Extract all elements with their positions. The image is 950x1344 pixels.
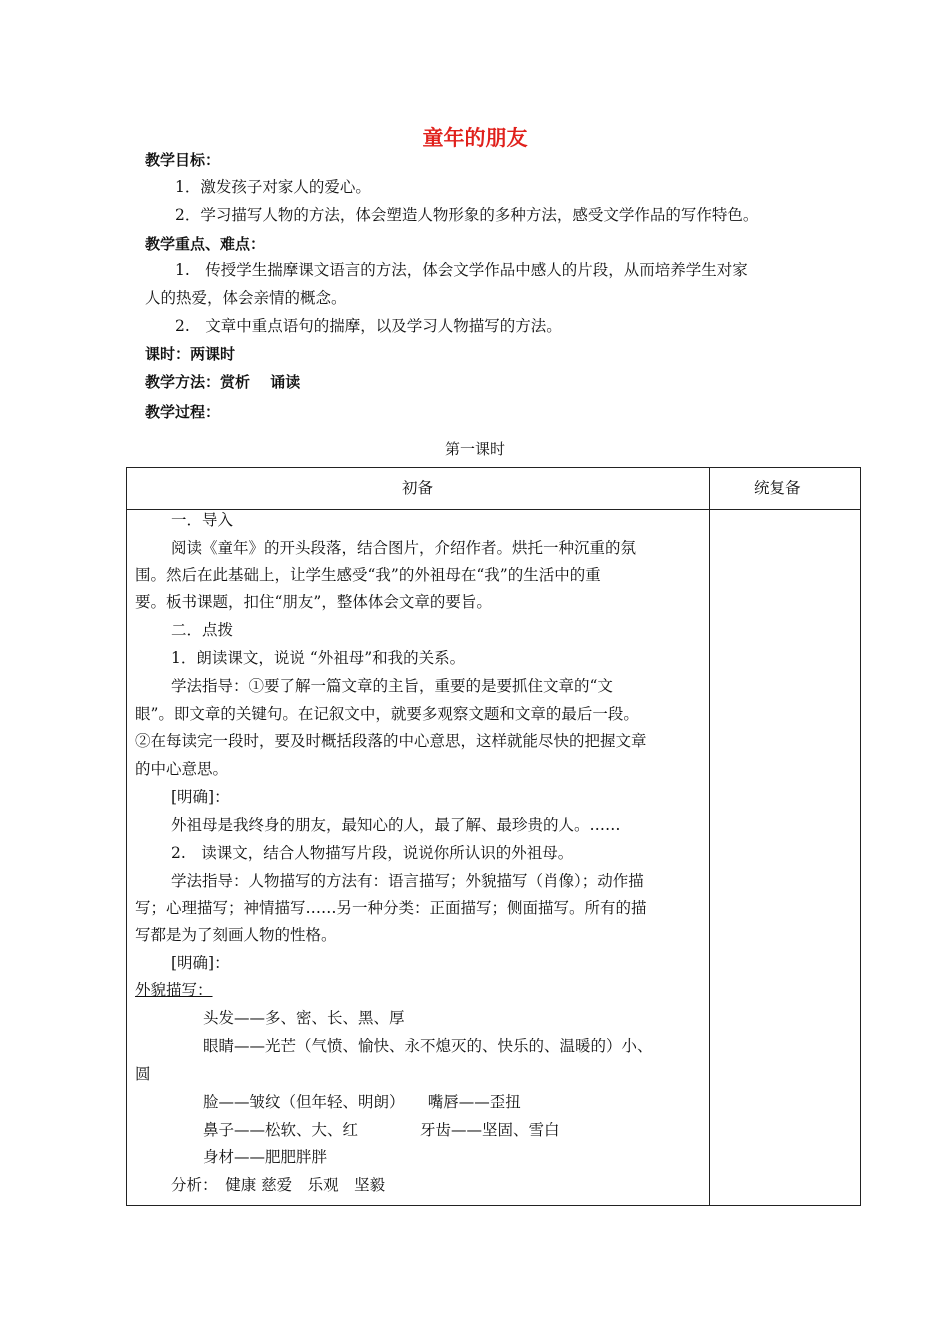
cell-line: 2. 读课文，结合人物描写片段，说说你所认识的外祖母。: [171, 844, 574, 862]
cell-line: 围。然后在此基础上，让学生感受“我”的外祖母在“我”的生活中的重: [135, 566, 601, 584]
cell-line: 一．导入: [171, 511, 234, 529]
cell-line: 学法指导：①要了解一篇文章的主旨，重要的是要抓住文章的“文: [171, 677, 613, 695]
column-divider: [709, 468, 710, 1205]
col-header-initial: 初备: [402, 479, 434, 497]
cell-line: 1．朗读课文，说说 “外祖母”和我的关系。: [171, 649, 466, 667]
methods-line: 教学方法：赏析 诵读: [145, 373, 301, 391]
cell-line-underlined: 外貌描写：: [135, 981, 213, 999]
cell-line: 身材——肥肥胖胖: [203, 1148, 328, 1166]
cell-line: 眼”。即文章的关键句。在记叙文中，就要多观察文题和文章的最后一段。: [135, 705, 639, 723]
cell-line: 外祖母是我终身的朋友，最知心的人，最了解、最珍贵的人。……: [171, 816, 621, 834]
key-points-heading: 教学重点、难点：: [145, 235, 266, 253]
cell-line: 二．点拨: [171, 621, 234, 639]
key-point-item: 1. 传授学生揣摩课文语言的方法，体会文学作品中感人的片段，从而培养学生对家: [175, 261, 748, 279]
objective-item: 2．学习描写人物的方法，体会塑造人物形象的多种方法，感受文学作品的写作特色。: [175, 206, 759, 224]
page-title: 童年的朋友: [422, 126, 528, 150]
lesson-table: [126, 467, 861, 1206]
key-point-item: 2. 文章中重点语句的揣摩，以及学习人物描写的方法。: [175, 317, 562, 335]
cell-line: 要。板书课题，扣住“朋友”，整体体会文章的要旨。: [135, 593, 492, 611]
cell-line: ②在每读完一段时，要及时概括段落的中心意思，这样就能尽快的把握文章: [135, 732, 647, 750]
cell-line: 眼睛——光芒（气愤、愉快、永不熄灭的、快乐的、温暖的）小、: [203, 1037, 653, 1055]
cell-line: 脸——皱纹（但年轻、明朗） 嘴唇——歪扭: [203, 1093, 521, 1111]
session-label: 第一课时: [444, 440, 505, 458]
cell-line: 写；心理描写；神情描写……另一种分类：正面描写；侧面描写。所有的描: [135, 899, 647, 917]
cell-line: 圆: [135, 1065, 151, 1083]
header-divider: [127, 509, 860, 510]
cell-line: 头发——多、密、长、黑、厚: [203, 1009, 405, 1027]
cell-line: 鼻子——松软、大、红 牙齿——坚固、雪白: [203, 1121, 560, 1139]
objectives-heading: 教学目标：: [145, 151, 221, 169]
cell-line: 写都是为了刻画人物的性格。: [135, 926, 337, 944]
cell-line: 的中心意思。: [135, 760, 229, 778]
objective-item: 1．激发孩子对家人的爱心。: [175, 178, 371, 196]
process-heading: 教学过程：: [145, 403, 221, 421]
col-header-review: 统复备: [754, 479, 801, 497]
cell-line: 学法指导：人物描写的方法有：语言描写；外貌描写（肖像）；动作描: [171, 872, 644, 890]
cell-line: [明确]：: [171, 788, 230, 806]
cell-line: 分析： 健康 慈爱 乐观 坚毅: [171, 1176, 386, 1194]
periods-line: 课时：两课时: [145, 345, 236, 363]
key-point-item-cont: 人的热爱，体会亲情的概念。: [145, 289, 347, 307]
cell-line: [明确]：: [171, 954, 230, 972]
cell-line: 阅读《童年》的开头段落，结合图片，介绍作者。烘托一种沉重的氛: [171, 539, 637, 557]
